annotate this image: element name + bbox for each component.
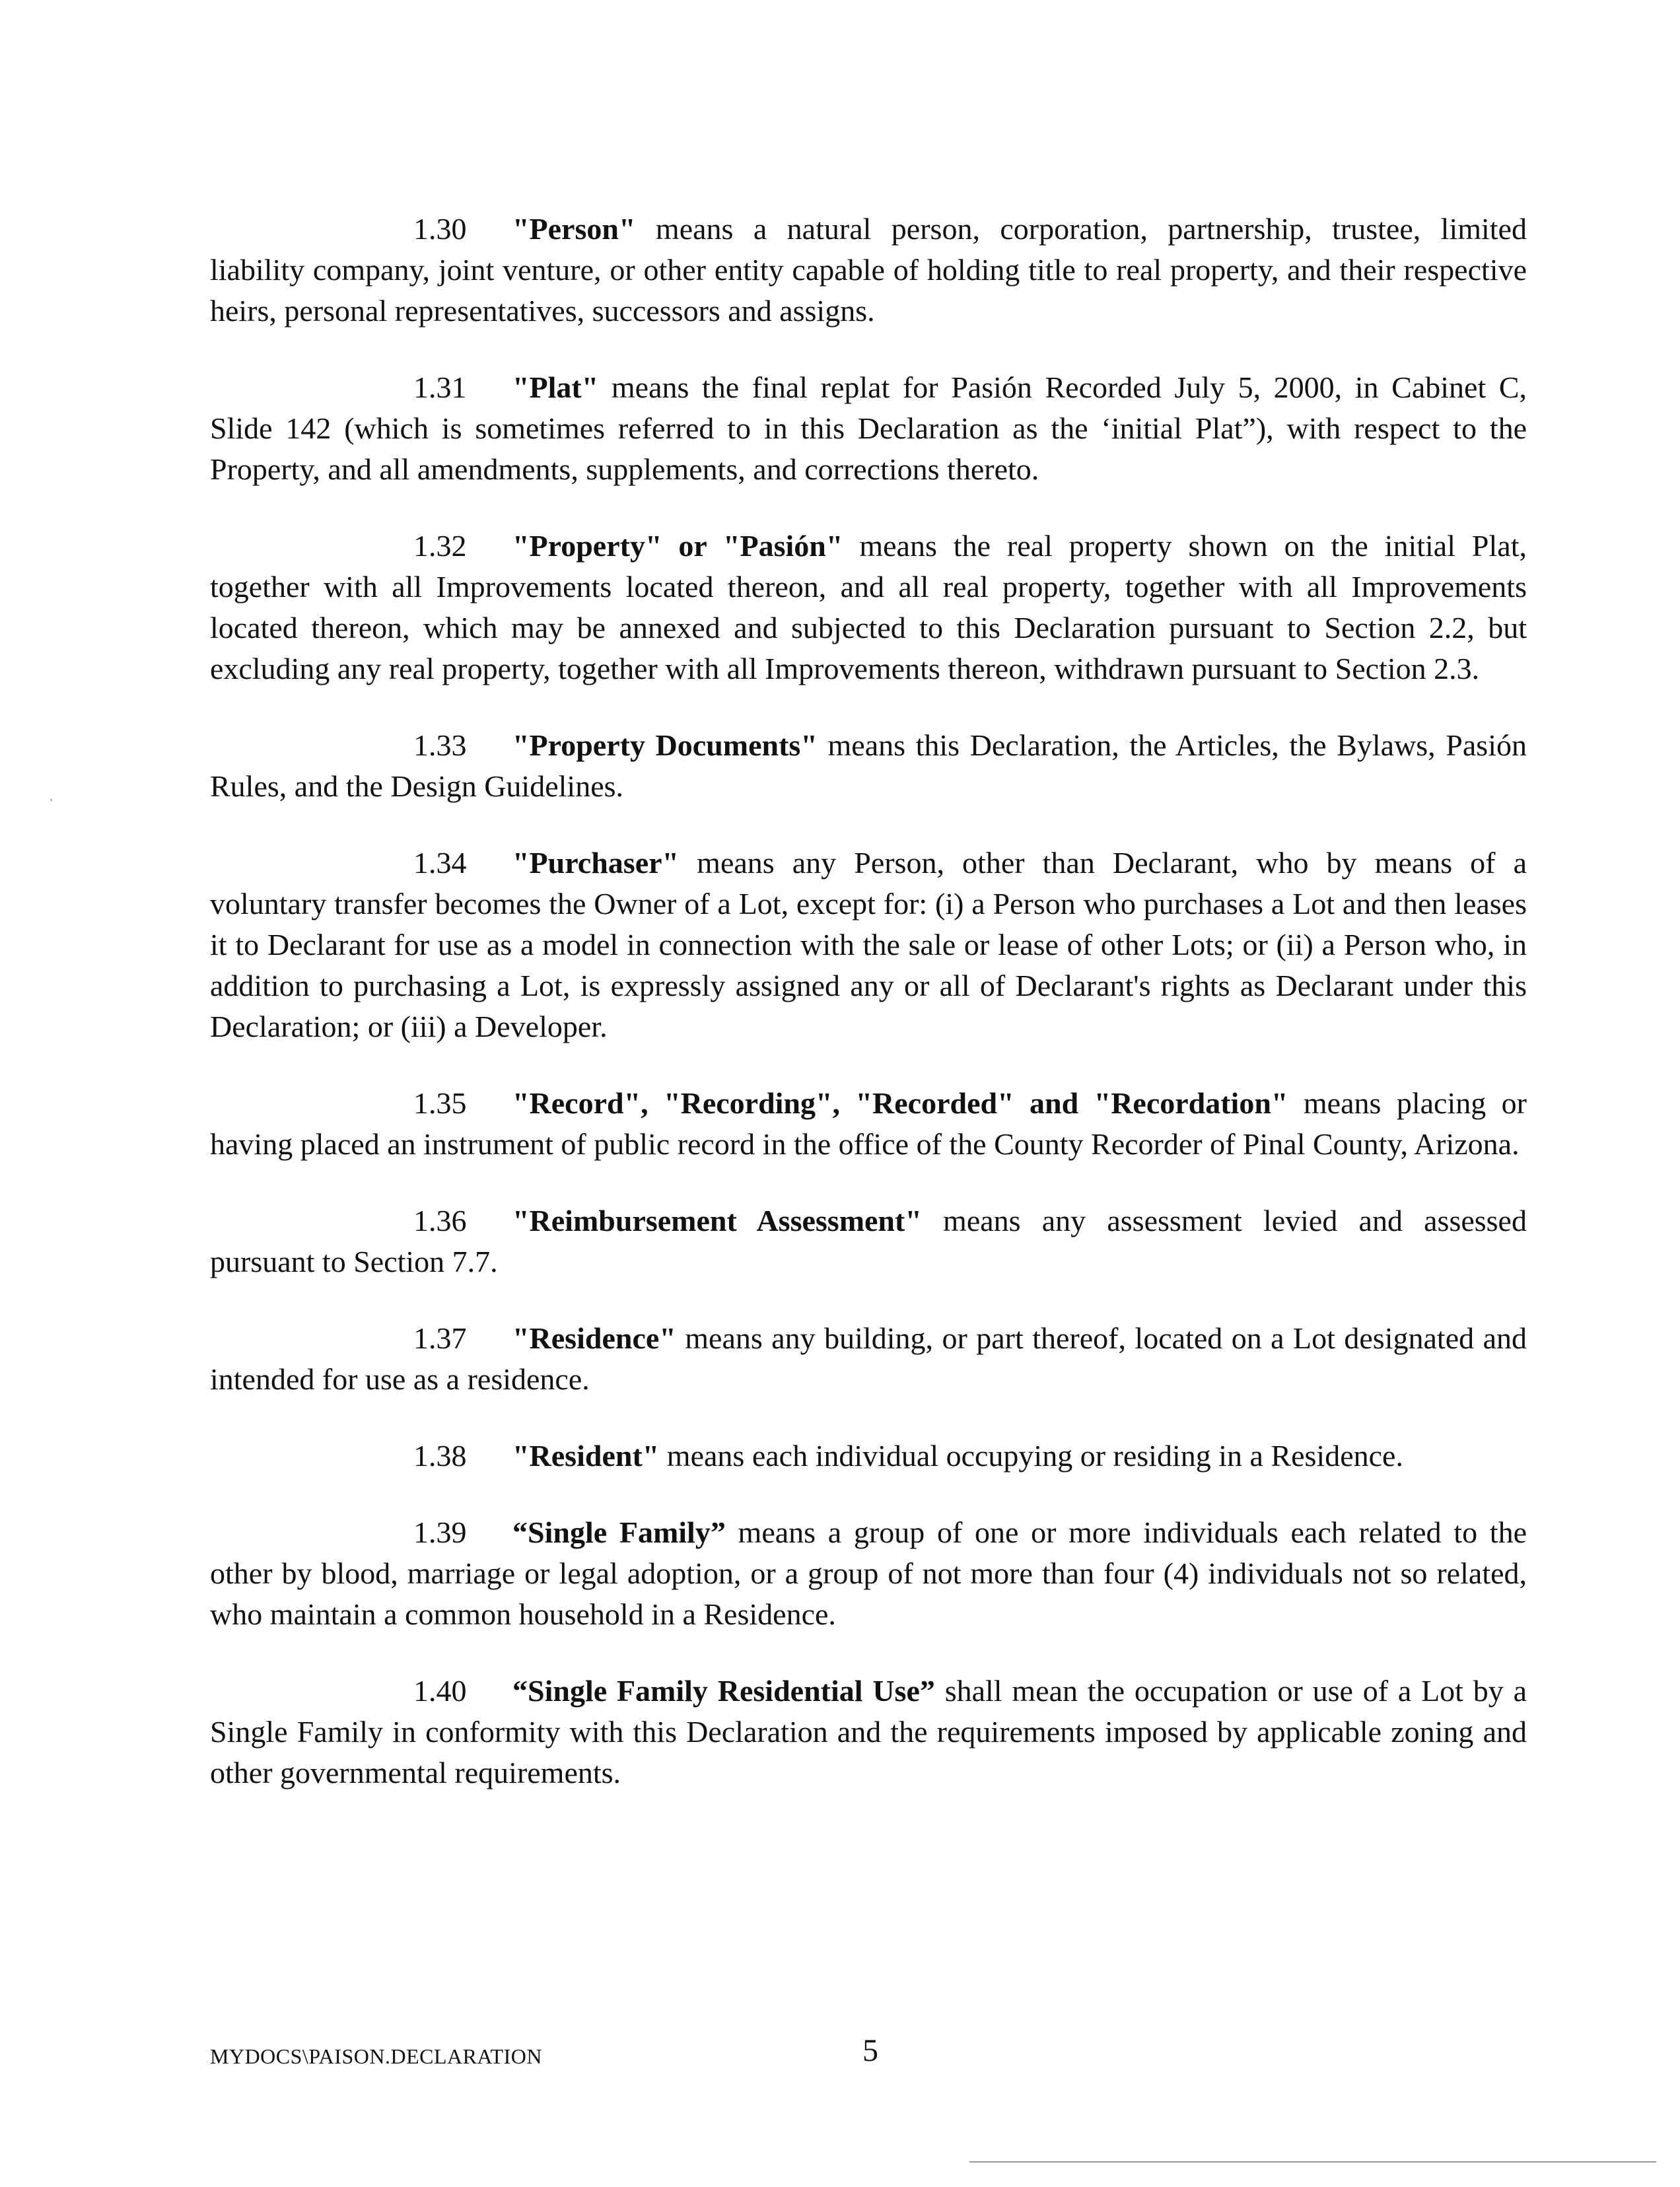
definition-1-34	[210, 843, 1527, 1047]
definition-1-30	[210, 209, 1527, 331]
definition-text: means a natural person, corporation, partnership, trustee, limited liability company, joint venture, or other entity capable of holding title to real property, and their respective heirs, personal representatives, successors and assigns.	[210, 212, 1527, 328]
section-number: 1.38	[413, 1439, 467, 1473]
definition-text: means each individual occupying or residing in a Residence.	[659, 1439, 1403, 1473]
section-number: 1.31	[413, 370, 467, 404]
definition-text: means placing or having placed an instrument of public record in the office of the County Recorder of Pinal County, Arizona.	[210, 1086, 1527, 1161]
defined-term: "Property" or "Pasión"	[512, 529, 843, 563]
definition-1-32	[210, 526, 1527, 689]
definition-text: shall mean the occupation or use of a Lot by a Single Family in conformity with this Declaration and the requirements imposed by applicable zoning and other governmental requirements.	[210, 1674, 1527, 1789]
footer-file-path: MYDOCS\PAISON.DECLARATION	[210, 2044, 542, 2068]
definition-1-40	[210, 1671, 1527, 1793]
definitions-list	[210, 209, 1527, 1829]
definition-text: means the real property shown on the initial Plat, together with all Improvements located thereon, and all real property, together with all Improvements located thereon, which may be annexed and subjected to this Declaration pursuant to Section 2.2, but excluding any real property, together with all Improvements thereon, withdrawn pursuant to Section 2.3.	[210, 529, 1527, 685]
section-number: 1.32	[413, 529, 467, 563]
defined-term: "Record", "Recording", "Recorded" and "Recordation"	[512, 1086, 1288, 1120]
defined-term: "Residence"	[512, 1321, 676, 1355]
definition-text: means the final replat for Pasión Recorded July 5, 2000, in Cabinet C, Slide 142 (which is sometimes referred to in this Declaration as the ‘initial Plat”), with respect to the Property, and all amendments, supplements, and corrections thereto.	[210, 370, 1527, 486]
page-number: 5	[862, 2033, 878, 2068]
defined-term: "Reimbursement Assessment"	[512, 1204, 922, 1237]
definition-1-31	[210, 367, 1527, 490]
defined-term: "Resident"	[512, 1439, 660, 1473]
section-number: 1.39	[413, 1515, 467, 1549]
definition-1-35	[210, 1083, 1527, 1165]
definition-text: means this Declaration, the Articles, the Bylaws, Pasión Rules, and the Design Guidelines.	[210, 728, 1527, 803]
definition-text: means any assessment levied and assessed pursuant to Section 7.7.	[210, 1204, 1527, 1278]
defined-term: "Purchaser"	[512, 846, 680, 880]
definition-1-37	[210, 1318, 1527, 1400]
scan-artifact-dot	[50, 799, 52, 801]
defined-term: “Single Family Residential Use”	[512, 1674, 935, 1708]
section-number: 1.35	[413, 1086, 467, 1120]
defined-term: “Single Family”	[512, 1515, 726, 1549]
section-number: 1.34	[413, 846, 467, 880]
scan-artifact-line	[969, 2161, 1656, 2163]
definition-text: means any building, or part thereof, located on a Lot designated and intended for use as a residence.	[210, 1321, 1527, 1396]
definition-1-33	[210, 725, 1527, 807]
section-number: 1.30	[413, 212, 467, 246]
defined-term: "Plat"	[512, 370, 599, 404]
definition-1-39	[210, 1512, 1527, 1635]
definition-1-38	[210, 1436, 1527, 1476]
section-number: 1.37	[413, 1321, 467, 1355]
section-number: 1.33	[413, 728, 467, 762]
section-number: 1.36	[413, 1204, 467, 1237]
definition-1-36	[210, 1200, 1527, 1282]
definition-text: means any Person, other than Declarant, who by means of a voluntary transfer becomes the Owner of a Lot, except for: (i) a Person who purchases a Lot and then leases it to Declarant for use as a model in connection with the sale or lease of other Lots; or (ii) a Person who, in addition to purchasing a Lot, is expressly assigned any or all of Declarant's rights as Declarant under this Declaration; or (iii) a Developer.	[210, 846, 1527, 1043]
defined-term: "Property Documents"	[512, 728, 818, 762]
definition-text: means a group of one or more individuals each related to the other by blood, marriage or legal adoption, or a group of not more than four (4) individuals not so related, who maintain a common household in a Residence.	[210, 1515, 1527, 1631]
defined-term: "Person"	[512, 212, 636, 246]
section-number: 1.40	[413, 1674, 467, 1708]
